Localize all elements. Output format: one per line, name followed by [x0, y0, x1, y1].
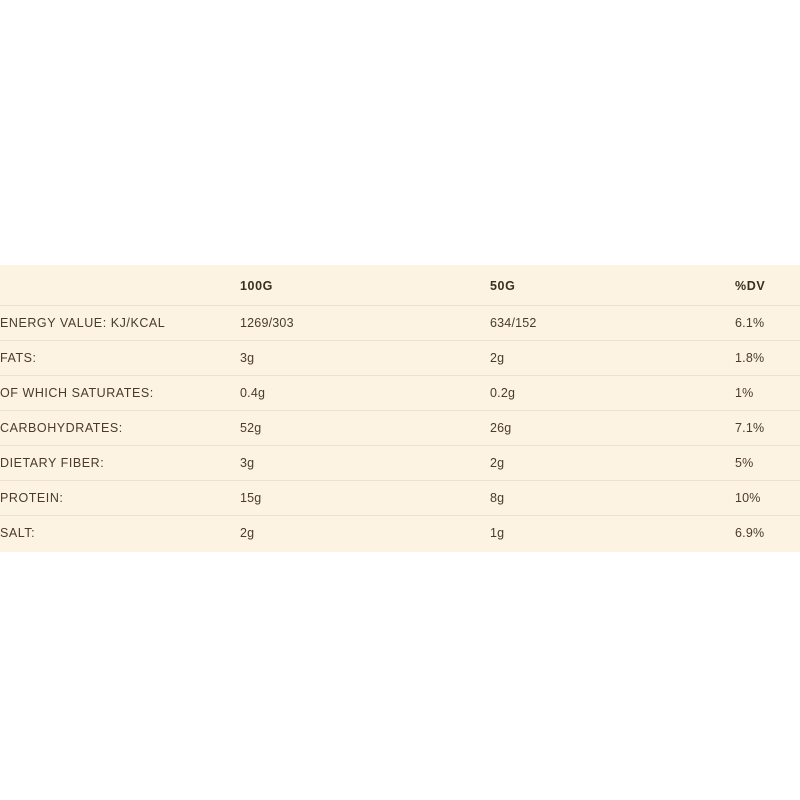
table-row [0, 376, 800, 411]
cell-nutrient: SALT: [0, 516, 240, 553]
table-header [0, 265, 800, 306]
table-row [0, 481, 800, 516]
cell-50g: 1g [490, 516, 735, 553]
cell-50g: 2g [490, 446, 735, 481]
cell-50g: 2g [490, 341, 735, 376]
cell-dv: 6.1% [735, 306, 800, 341]
cell-dv: 7.1% [735, 411, 800, 446]
cell-nutrient: PROTEIN: [0, 481, 240, 516]
column-header-100g: 100G [240, 265, 490, 306]
cell-100g: 52g [240, 411, 490, 446]
nutrition-table [0, 265, 800, 552]
nutrition-facts-panel [0, 265, 800, 552]
table-body [0, 306, 800, 553]
cell-50g: 8g [490, 481, 735, 516]
cell-dv: 10% [735, 481, 800, 516]
column-header-50g: 50G [490, 265, 735, 306]
cell-nutrient: DIETARY FIBER: [0, 446, 240, 481]
table-row [0, 341, 800, 376]
cell-100g: 2g [240, 516, 490, 553]
cell-50g: 634/152 [490, 306, 735, 341]
table-row [0, 411, 800, 446]
table-row [0, 446, 800, 481]
cell-nutrient: FATS: [0, 341, 240, 376]
column-header-nutrient [0, 265, 240, 306]
cell-50g: 0.2g [490, 376, 735, 411]
cell-dv: 1.8% [735, 341, 800, 376]
cell-nutrient: ENERGY VALUE: KJ/KCAL [0, 306, 240, 341]
table-row [0, 306, 800, 341]
cell-nutrient: OF WHICH SATURATES: [0, 376, 240, 411]
cell-dv: 5% [735, 446, 800, 481]
cell-50g: 26g [490, 411, 735, 446]
cell-nutrient: CARBOHYDRATES: [0, 411, 240, 446]
cell-100g: 1269/303 [240, 306, 490, 341]
table-header-row [0, 265, 800, 306]
cell-100g: 0.4g [240, 376, 490, 411]
cell-100g: 15g [240, 481, 490, 516]
cell-dv: 1% [735, 376, 800, 411]
column-header-dv: %DV [735, 265, 800, 306]
cell-100g: 3g [240, 341, 490, 376]
table-row [0, 516, 800, 553]
cell-100g: 3g [240, 446, 490, 481]
cell-dv: 6.9% [735, 516, 800, 553]
